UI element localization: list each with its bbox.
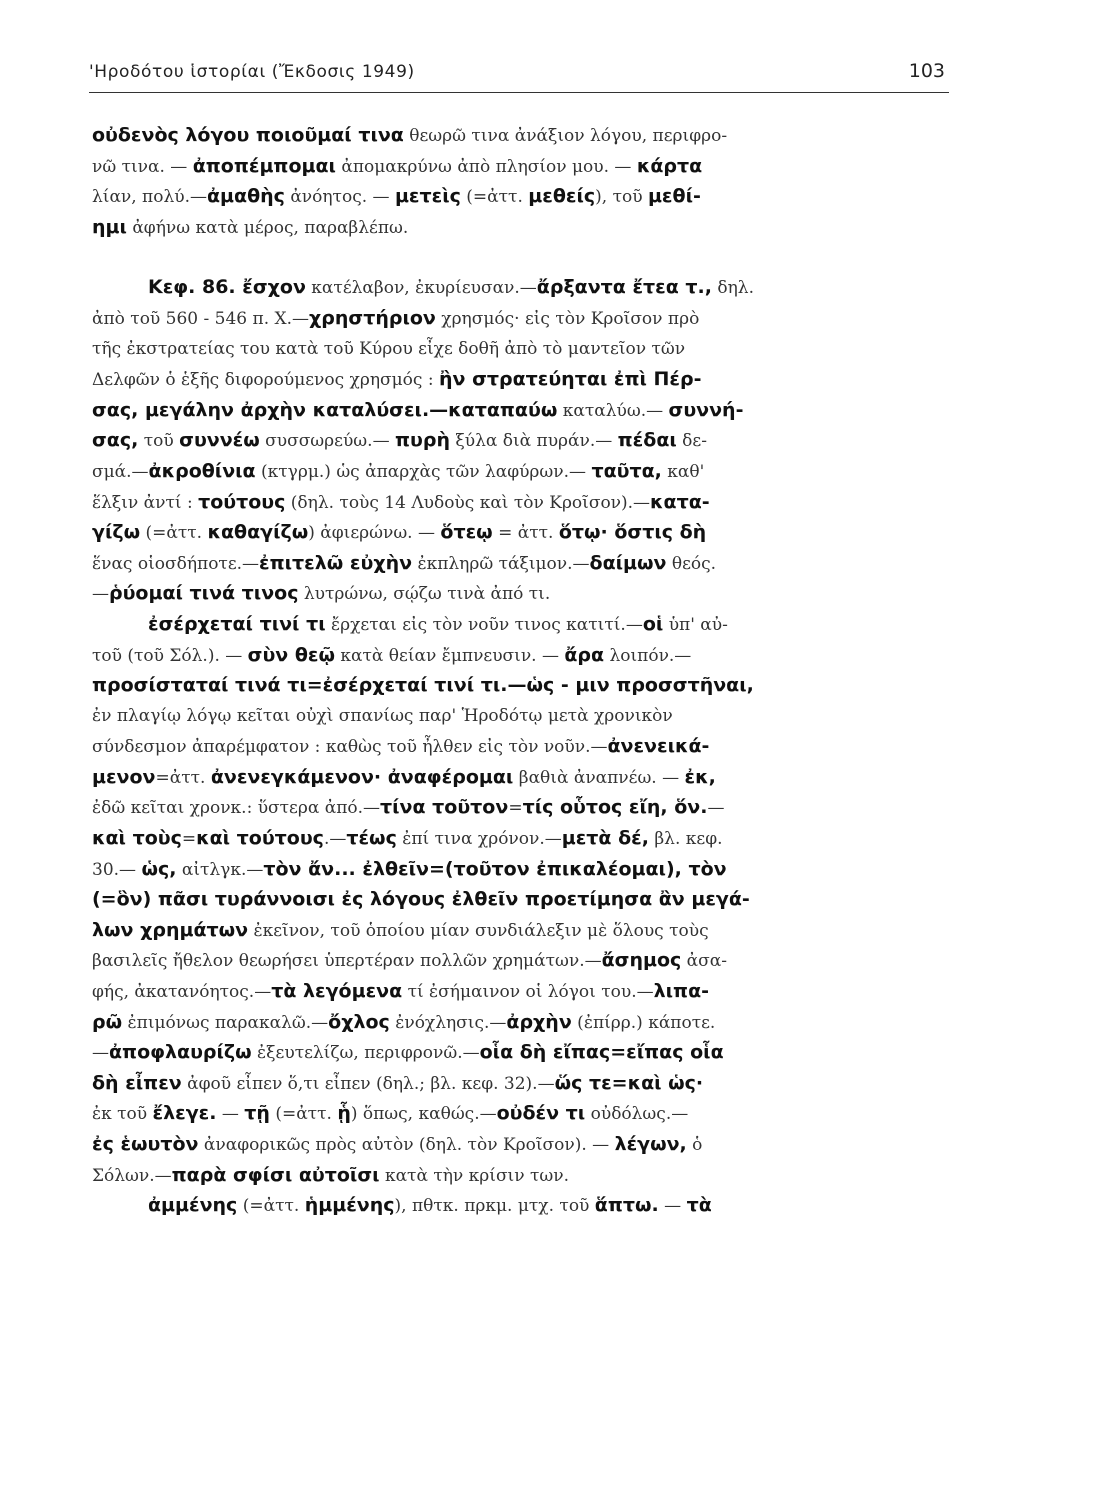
gloss-text: (δηλ. τοὺς 14 Λυδοὺς καὶ τὸν Κροῖσον).— [285,492,651,513]
gloss-text: — [216,1104,245,1125]
lemma-text: ἀποφλαυρίζω [109,1041,252,1064]
lemma-text: τὰ [686,1194,712,1217]
lemma-text: ὥς τε=καὶ ὡς· [554,1071,704,1094]
gloss-text: δηλ. [711,278,754,299]
lemma-text: προσίσταταί τινά τι=ἐσέρχεταί τινί τι.—ὡς - μιν προσστῆναι, [92,674,754,697]
text-line [92,915,952,946]
gloss-text: ὁ [686,1135,703,1155]
lemma-text: γίζω [92,521,141,544]
lemma-text: σὺν θεῷ [247,643,335,666]
lemma-text: μεθείς [528,185,596,208]
text-line [92,303,952,334]
lemma-text: μετὰ δέ, [561,827,649,850]
gloss-text: (=ἀττ. [140,523,208,544]
gloss-text: ἕνας οἱοσδήποτε.— [92,553,260,574]
gloss-text: (ἐπίρρ.) κάποτε. [571,1012,716,1033]
lemma-text: ᾗ [337,1102,351,1125]
lemma-text: δὴ εἶπεν [92,1071,182,1094]
lemma-text: ῥύομαί τινά τινος [109,582,299,605]
text-line [92,212,952,243]
text-line [92,364,952,395]
gloss-text: (=ἀττ. [460,187,529,208]
lemma-text: ἄρα [564,643,605,666]
text-line [92,701,952,732]
text-line [92,272,952,303]
lemma-text: λιπα- [653,980,710,1003]
gloss-text: ἐκεῖνον, τοῦ ὁποίου μίαν συνδιάλεξιν μὲ ὅλους τοὺς [248,920,709,941]
lemma-text: πυρὴ [394,429,450,452]
lemma-text: ἐπιτελῶ εὐχὴν [259,551,413,574]
lemma-text: συννέω [179,429,260,452]
gloss-text: =ἀττ. [155,767,211,788]
text-line [92,854,952,885]
gloss-text: (=ἀττ. [237,1196,305,1217]
gloss-text: (κτγρμ.) ὡς ἀπαρχὰς τῶν λαφύρων.— [255,461,592,482]
lemma-text: μετεὶς [394,185,461,208]
gloss-text: — [92,1043,109,1064]
lemma-text: λέγων, [614,1133,687,1155]
lemma-text: τὸν ἄν... ἐλθεῖν=(τοῦτον ἐπικαλέομαι), τὸν [263,857,727,880]
text-line [92,1098,952,1129]
gloss-text: δε- [676,431,707,452]
lemma-text: καὶ τούτους [196,827,324,850]
lemma-text: ρῶ [92,1010,123,1033]
lemma-text: (=ὃν) πᾶσι τυράννοισι ἐς λόγους ἐλθεῖν προετίμησα ἂν μεγά- [92,888,750,911]
lemma-text: ἀνενεικά- [607,735,710,758]
gloss-text: καθ' [661,461,705,482]
text-line [92,792,952,823]
lemma-text: ὅτεῳ [440,521,493,544]
text-line [92,395,952,426]
lemma-text: τίνα τοῦτον [380,796,509,819]
gloss-text: — [707,798,725,819]
gloss-text: ἐπιμόνως παρακαλῶ.— [122,1012,329,1033]
gloss-text: σύνδεσμον ἀπαρέμφατον : καθὼς τοῦ ἦλθεν εἰς τὸν νοῦν.— [92,737,608,758]
gloss-text: ἀφοῦ εἶπεν ὅ,τι εἶπεν (δηλ.; βλ. κεφ. 32).— [181,1073,555,1094]
gloss-text: φής, ἀκατανόητος.— [92,982,272,1003]
lemma-text: χρηστήριον [309,306,436,329]
text-line [92,578,952,609]
lemma-text: κάρτα [636,154,703,177]
text-line [92,640,952,671]
gloss-text: ), πθτκ. πρκμ. μτχ. τοῦ [394,1196,595,1217]
gloss-text: — [658,1196,687,1217]
lemma-text: μενον [92,765,156,788]
gloss-text: ) ἀφιερώνω. — [308,523,441,544]
gloss-text: 30.— [92,859,142,880]
lemma-text: τὰ λεγόμενα [271,980,403,1003]
page-number: 103 [908,60,945,82]
lemma-text: ἀμμένης [148,1194,238,1217]
gloss-text: = ἀττ. [492,523,559,544]
lemma-text: Κεφ. 86. ἔσχον [148,276,306,299]
gloss-text: νῶ τινα. — [92,156,193,177]
gloss-text: σμά.— [92,461,149,482]
gloss-text: = [181,829,197,850]
lemma-text: οἷα δὴ εἴπας=εἴπας οἷα [479,1041,724,1064]
lemma-text: τίς οὗτος εἴη, ὅν. [522,796,708,819]
gloss-text: τοῦ (τοῦ Σόλ.). — [92,645,248,666]
text-line [92,1160,952,1191]
header-rule [89,92,949,93]
lemma-text: ἅπτω. [594,1194,659,1217]
gloss-text: ἀναφορικῶς πρὸς αὐτὸν (δηλ. τὸν Κροῖσον). — [198,1135,615,1155]
gloss-text: ἀνόητος. — [284,187,395,208]
gloss-text: λίαν, πολύ.— [92,187,207,208]
gloss-text: καταλύω.— [557,400,669,421]
lemma-text: ἄρξαντα ἔτεα τ., [536,276,712,299]
gloss-text: χρησμός· εἰς τὸν Κροῖσον πρὸ [435,308,700,329]
gloss-text: ἀφήνω κατὰ μέρος, παραβλέπω. [126,217,409,238]
text-line [92,1037,952,1068]
body-text [92,120,952,1221]
lemma-text: ἐς ἑωυτὸν [92,1133,199,1155]
lemma-text: δαίμων [589,551,667,574]
text-line [92,823,952,854]
gloss-text: ἐνόχλησις.— [389,1012,507,1033]
text-line [92,151,952,182]
lemma-text: ἄσημος [601,949,682,972]
lemma-text: ἢν στρατεύηται ἐπὶ Πέρ- [438,368,702,391]
lemma-text: συννή- [668,398,744,421]
text-line [92,1007,952,1038]
lemma-text: ὡς, [141,857,177,880]
text-line [92,1068,952,1099]
lemma-text: ἔλεγε. [152,1102,217,1125]
gloss-text: τί ἐσήμαινον οἱ λόγοι του.— [402,982,654,1003]
lemma-text: οὐδέν τι [496,1102,586,1125]
text-line [92,976,952,1007]
text-line [92,548,952,579]
lemma-text: κατα- [650,490,710,513]
gloss-text: θεωρῶ τινα ἀνάξιον λόγου, περιφρο- [403,126,728,146]
text-line [92,670,952,701]
gloss-text: οὐδόλως.— [585,1104,689,1125]
gloss-text: λοιπόν.— [604,645,692,666]
lemma-text: ημι [92,215,127,238]
text-line [92,884,952,915]
gloss-text: τοῦ [138,431,180,452]
gloss-text: ἕλξιν ἀντί : [92,492,199,513]
text-line [92,1190,952,1221]
gloss-text: ἐκπληρῶ τάξιμον.— [412,553,590,574]
gloss-text: κατὰ θείαν ἔμπνευσιν. — [335,645,565,666]
gloss-text: ἀσα- [681,951,727,972]
lemma-text: τῇ [244,1102,270,1125]
gloss-text: ) ὅπως, καθώς.— [350,1104,497,1125]
gloss-text: αἰτλγκ.— [176,859,264,880]
lemma-text: καὶ τοὺς [92,827,182,850]
text-line [92,945,952,976]
gloss-text: ἀπομακρύνω ἀπὸ πλησίον μου. — [335,156,637,177]
gloss-text: ὑπ' αὐ- [663,614,728,635]
lemma-text: ἀνενεγκάμενον· ἀναφέρομαι [210,765,514,788]
header-title: 'Ηροδότου ἱστορίαι (Ἔκδοσις 1949) [89,62,415,82]
lemma-text: ταῦτα, [591,459,662,482]
gloss-text: ἐδῶ κεῖται χρονκ.: ὕστερα ἀπό.— [92,798,381,819]
running-header [89,60,945,90]
gloss-text: ), τοῦ [595,187,648,208]
text-line [92,456,952,487]
gloss-text: ἀπὸ τοῦ 560 - 546 π. Χ.— [92,308,310,329]
gloss-text: κατὰ τὴν κρίσιν των. [379,1165,569,1186]
text-line [92,334,952,365]
lemma-text: ἀποπέμπομαι [192,154,336,177]
gloss-text: τῆς ἐκστρατείας του κατὰ τοῦ Κύρου εἶχε δοθῆ ἀπὸ τὸ μαντεῖον τῶν [92,338,686,359]
lemma-text: ὄχλος [328,1010,390,1033]
gloss-text: ἐπί τινα χρόνον.— [396,829,562,850]
text-line [92,181,952,212]
text-line [92,120,952,151]
lemma-text: ὅτῳ· ὅστις δὴ [558,521,707,544]
gloss-text: συσσωρεύω.— [259,431,395,452]
lemma-text: τούτους [198,490,286,513]
lemma-text: μεθί- [647,185,701,208]
gloss-text: ἔρχεται εἰς τὸν νοῦν τινος κατιτί.— [325,614,643,635]
lemma-text: ἀκροθίνια [148,459,256,482]
lemma-text: καθαγίζω [207,521,309,544]
gloss-text: βαθιὰ ἀναπνέω. — [513,767,685,788]
lemma-text: ἐκ, [684,765,716,788]
lemma-text: οὐδενὸς λόγου ποιοῦμαί τινα [92,124,404,146]
text-line [92,517,952,548]
text-line [92,425,952,456]
lemma-text: ἀρχὴν [506,1010,572,1033]
lemma-text: πέδαι [617,429,677,452]
gloss-text: — [92,584,109,605]
paragraph-gap [92,242,952,272]
lemma-text: σας, [92,429,139,452]
lemma-text: ἀμαθὴς [206,185,285,208]
text-line [92,731,952,762]
gloss-text: κατέλαβον, ἐκυρίευσαν.— [305,278,537,299]
gloss-text: Σόλων.— [92,1165,172,1186]
gloss-text: = [508,798,523,819]
lemma-text: σας, μεγάλην ἀρχὴν καταλύσει.—καταπαύω [92,398,558,421]
gloss-text: .— [323,829,347,850]
lemma-text: τέως [346,827,397,850]
gloss-text: ἐκ τοῦ [92,1104,153,1125]
gloss-text: ἐν πλαγίῳ λόγῳ κεῖται οὐχὶ σπανίως παρ' Ἡροδότῳ μετὰ χρονικὸν [92,705,673,726]
text-line [92,762,952,793]
gloss-text: Δελφῶν ὁ ἑξῆς διφορούμενος χρησμός : [92,370,439,391]
gloss-text: ἐξευτελίζω, περιφρονῶ.— [251,1043,480,1064]
gloss-text: (=ἀττ. [269,1104,338,1125]
text-line [92,487,952,518]
lemma-text: λων χρημάτων [92,918,249,941]
lemma-text: οἱ [642,612,664,635]
text-line [92,1129,952,1160]
lemma-text: παρὰ σφίσι αὐτοῖσι [171,1163,380,1186]
gloss-text: θεός. [666,553,717,574]
text-line [92,609,952,640]
gloss-text: βλ. κεφ. [648,829,723,850]
lemma-text: ἐσέρχεταί τινί τι [148,612,326,635]
gloss-text: λυτρώνω, σῴζω τινὰ ἀπό τι. [298,584,551,605]
gloss-text: βασιλεῖς ἤθελον θεωρήσει ὑπερτέραν πολλῶν χρημάτων.— [92,951,602,972]
gloss-text: ξύλα διὰ πυράν.— [449,431,618,452]
lemma-text: ἡμμένης [304,1194,395,1217]
